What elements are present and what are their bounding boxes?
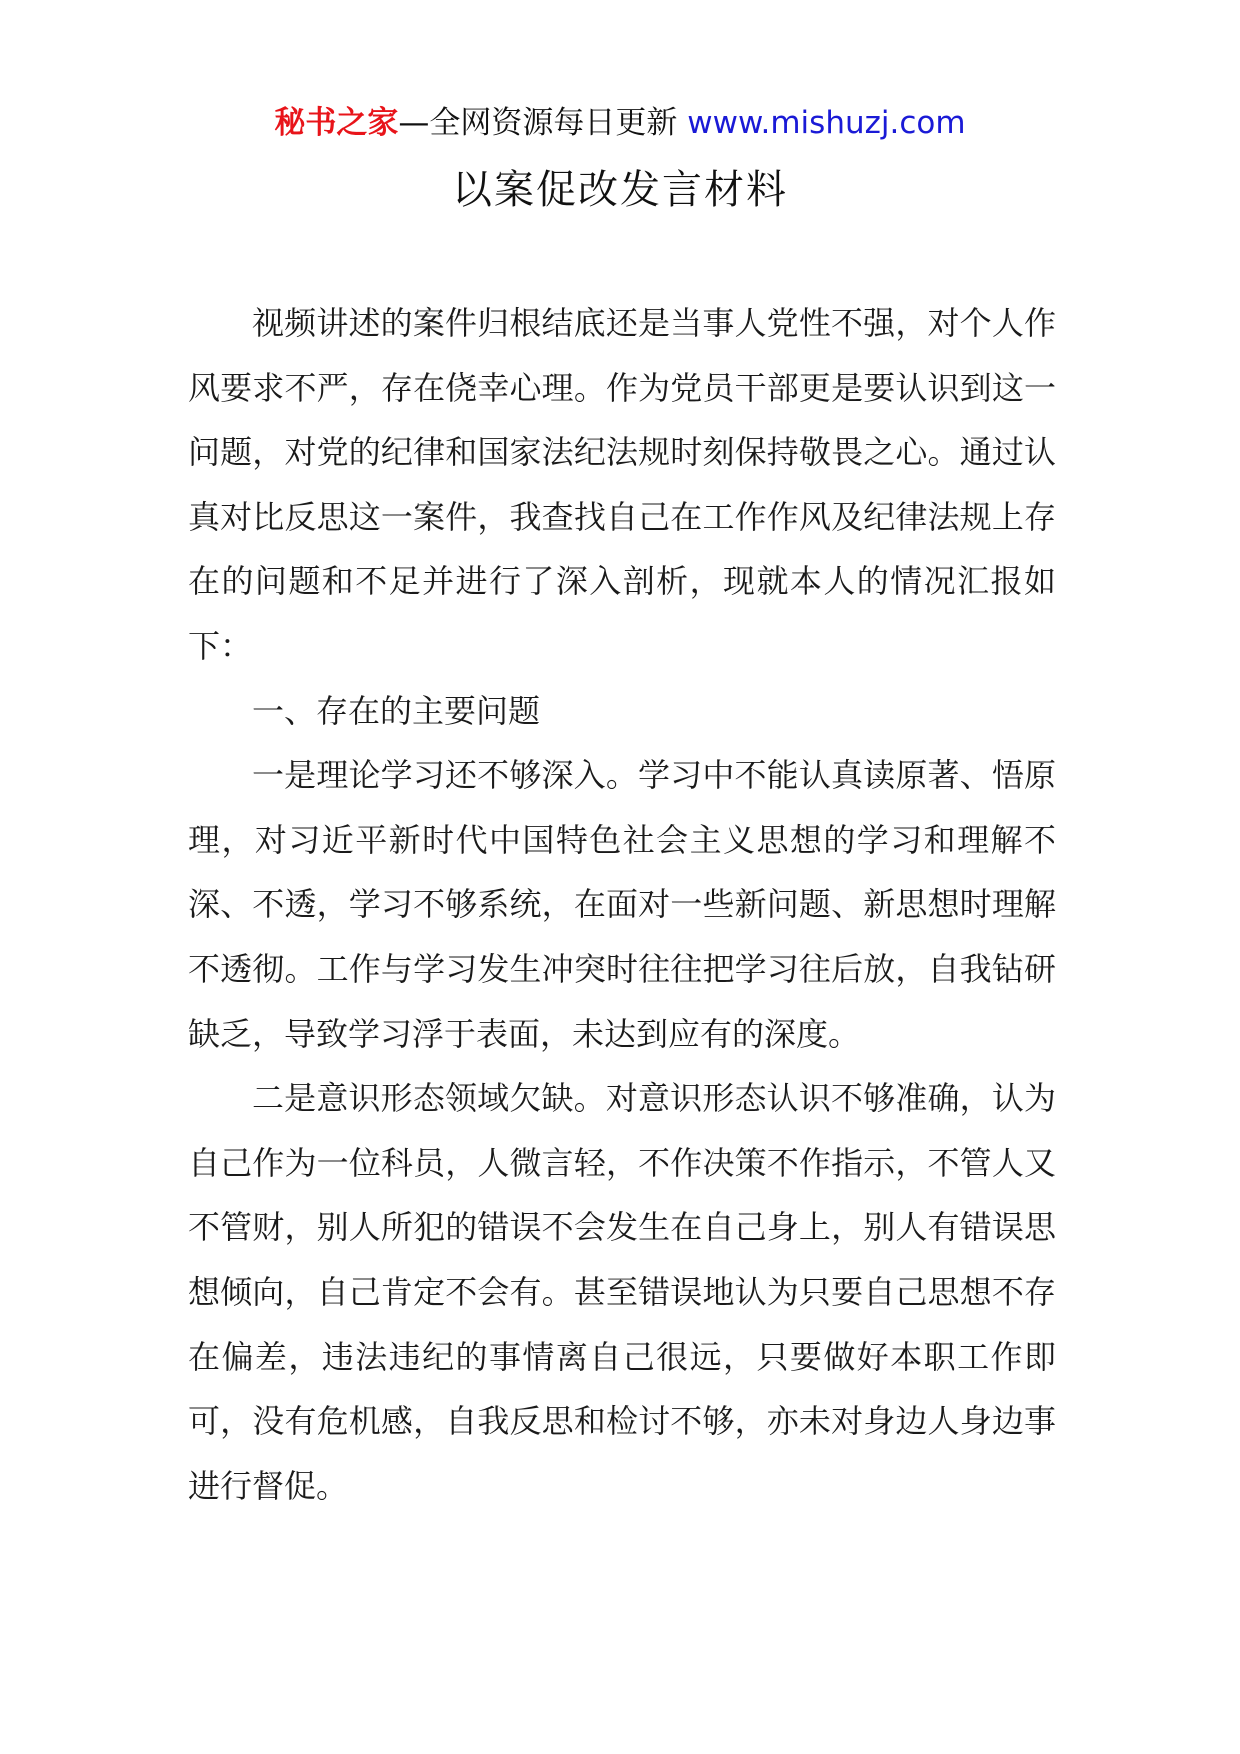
banner-tagline: —全网资源每日更新 [398,105,678,141]
document-body [188,291,1056,1518]
issue-paragraph-2: 二是意识形态领域欠缺。对意识形态认识不够准确，认为自己作为一位科员，人微言轻，不作决策不作指示，不管人又不管财，别人所犯的错误不会发生在自己身上，别人有错误思想倾向，自己肯定不会有。甚至错误地认为只要自己思想不存在偏差，违法违纪的事情离自己很远，只要做好本职工作即可，没有危机感，自我反思和检讨不够，亦未对身边人身边事进行督促。 [188,1079,1056,1505]
site-banner [0,100,1240,146]
brand-name: 秘书之家 [274,105,399,141]
issue-paragraph-1: 一是理论学习还不够深入。学习中不能认真读原著、悟原理，对习近平新时代中国特色社会主义思想的学习和理解不深、不透，学习不够系统，在面对一些新问题、新思想时理解不透彻。工作与学习发生冲突时往往把学习往后放，自我钻研缺乏，导致学习浮于表面，未达到应有的深度。 [188,756,1056,1053]
document-title: 以案促改发言材料 [452,167,788,213]
site-url-link[interactable]: www.mishuzj.com [687,105,966,141]
section-heading: 一、存在的主要问题 [252,691,541,730]
intro-paragraph: 视频讲述的案件归根结底还是当事人党性不强，对个人作风要求不严，存在侥幸心理。作为党员干部更是要认识到这一问题，对党的纪律和国家法纪法规时刻保持敬畏之心。通过认真对比反思这一案件，我查找自己在工作作风及纪律法规上存在的问题和不足并进行了深入剖析，现就本人的情况汇报如下： [188,304,1056,665]
